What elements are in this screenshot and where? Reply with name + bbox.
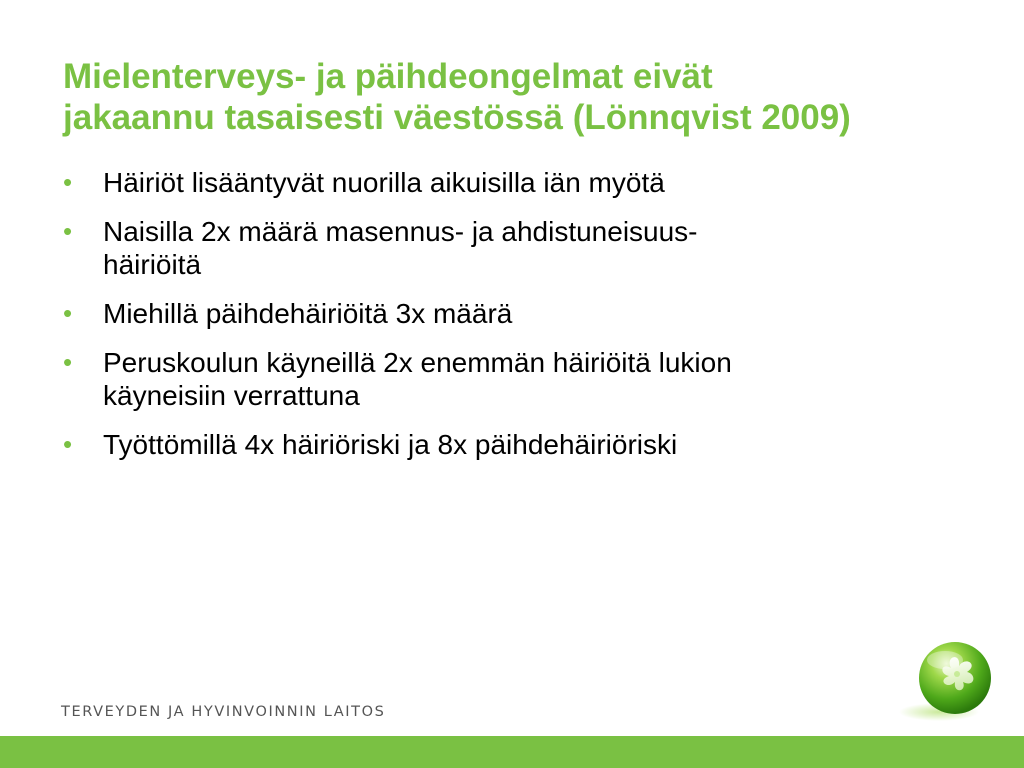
bullet-text-line: Naisilla 2x määrä masennus- ja ahdistuneisuus- — [103, 216, 698, 247]
bullet-item — [60, 428, 960, 461]
bullet-text — [103, 297, 960, 330]
green-sphere-logo-icon — [893, 638, 997, 722]
bullet-text-line: Häiriöt lisääntyvät nuorilla aikuisilla iän myötä — [103, 167, 665, 198]
bullet-text — [103, 346, 960, 412]
slide-title — [63, 56, 993, 138]
bullet-dot-icon: • — [63, 298, 73, 328]
bullet-dot-icon: • — [63, 167, 73, 197]
bullet-text-line: häiriöitä — [103, 249, 202, 280]
bullet-item — [60, 346, 960, 412]
bullet-dot-icon: • — [63, 216, 73, 246]
bullet-item — [60, 215, 960, 281]
bullet-text-line: Työttömillä 4x häiriöriski ja 8x päihdehäiriöriski — [103, 429, 678, 460]
bullet-dot-icon: • — [63, 429, 73, 459]
bullet-text-line: Miehillä päihdehäiriöitä 3x määrä — [103, 298, 513, 329]
bullet-item — [60, 166, 960, 199]
bullet-text-line: Peruskoulun käyneillä 2x enemmän häiriöitä lukion — [103, 347, 732, 378]
bullet-list — [60, 166, 960, 477]
bullet-text — [103, 166, 960, 199]
bullet-item — [60, 297, 960, 330]
bullet-text — [103, 428, 960, 461]
bullet-text-line: käyneisiin verrattuna — [103, 380, 360, 411]
slide-title-line: Mielenterveys- ja päihdeongelmat eivät — [63, 57, 713, 96]
footer-bar — [0, 736, 1024, 768]
bullet-text — [103, 215, 960, 281]
bullet-dot-icon: • — [63, 347, 73, 377]
slide-title-line: jakaannu tasaisesti väestössä (Lönnqvist 2009) — [63, 98, 851, 137]
footer-organization-name: TERVEYDEN JA HYVINVOINNIN LAITOS — [61, 704, 386, 720]
